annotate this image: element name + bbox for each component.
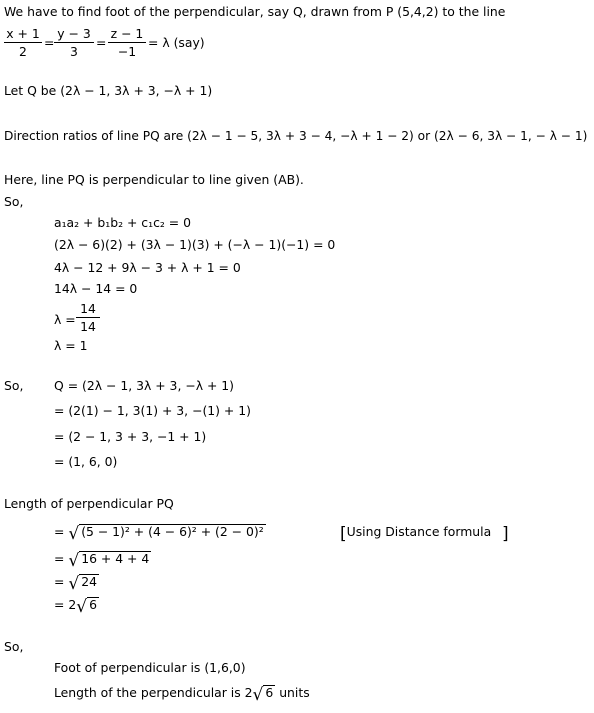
length-result-post: units xyxy=(275,685,310,700)
q-line: = (1, 6, 0) xyxy=(54,454,118,469)
sqrt-line xyxy=(54,574,99,594)
fraction-z xyxy=(108,28,146,59)
lambda-value: λ = 1 xyxy=(54,338,88,353)
lambda-say: = λ (say) xyxy=(148,35,205,50)
fraction-y xyxy=(54,28,94,59)
lambda-fraction xyxy=(76,303,100,334)
lambda-lhs: λ = xyxy=(54,312,76,327)
length-result xyxy=(54,685,310,705)
equals-sign: = xyxy=(44,35,55,50)
sqrt-icon: √ xyxy=(68,524,80,544)
so-label: So, xyxy=(4,639,24,654)
length-result-pre: Length of the perpendicular is 2 xyxy=(54,685,253,700)
sqrt-line xyxy=(54,524,266,544)
fraction-y-den: 3 xyxy=(70,44,78,60)
sqrt-prefix: = xyxy=(54,524,65,539)
condition-line: a₁a₂ + b₁b₂ + c₁c₂ = 0 xyxy=(54,215,192,230)
foot-result: Foot of perpendicular is (1,6,0) xyxy=(54,660,246,675)
radicand: 24 xyxy=(81,574,97,589)
radicand: 16 + 4 + 4 xyxy=(81,551,150,566)
fraction-y-num: y − 3 xyxy=(54,28,94,43)
sqrt-icon: √ xyxy=(76,597,88,617)
lambda-den: 14 xyxy=(80,319,96,335)
q-line: = (2 − 1, 3 + 3, −1 + 1) xyxy=(54,429,207,444)
equals-sign: = xyxy=(96,35,107,50)
lambda-num: 14 xyxy=(76,303,100,318)
radicand: 6 xyxy=(89,597,97,612)
length-radicand: 6 xyxy=(265,685,274,700)
step-line: 14λ − 14 = 0 xyxy=(54,281,138,296)
step-line: (2λ − 6)(2) + (3λ − 1)(3) + (−λ − 1)(−1) = 0 xyxy=(54,237,336,252)
sqrt-prefix: = 2 xyxy=(54,597,77,612)
step-line: 4λ − 12 + 9λ − 3 + λ + 1 = 0 xyxy=(54,260,241,275)
length-title: Length of perpendicular PQ xyxy=(4,496,174,511)
sqrt-icon: √ xyxy=(252,685,264,705)
so-label: So, xyxy=(4,194,24,209)
sqrt-icon: √ xyxy=(68,574,80,594)
fraction-z-den: −1 xyxy=(117,44,137,60)
distance-note-text: Using Distance formula xyxy=(346,524,492,539)
q-line: = (2(1) − 1, 3(1) + 3, −(1) + 1) xyxy=(54,403,251,418)
perpendicular-statement: Here, line PQ is perpendicular to line given (AB). xyxy=(4,172,304,187)
fraction-x-num: x + 1 xyxy=(4,28,42,43)
sqrt-line xyxy=(54,597,99,617)
sqrt-icon: √ xyxy=(68,551,80,571)
radicand: (5 − 1)² + (4 − 6)² + (2 − 0)² xyxy=(81,524,264,539)
sqrt-prefix: = xyxy=(54,551,65,566)
sqrt-prefix: = xyxy=(54,574,65,589)
so-label: So, xyxy=(4,378,24,393)
let-q-line: Let Q be (2λ − 1, 3λ + 3, −λ + 1) xyxy=(4,83,213,98)
sqrt-line xyxy=(54,551,151,571)
q-line: Q = (2λ − 1, 3λ + 3, −λ + 1) xyxy=(54,378,235,393)
fraction-z-num: z − 1 xyxy=(108,28,146,43)
direction-ratios-line: Direction ratios of line PQ are (2λ − 1 − 5, 3λ + 3 − 4, −λ + 1 − 2) or (2λ − 6, 3λ − 1, − λ − 1) xyxy=(4,129,588,143)
fraction-x-den: 2 xyxy=(19,44,27,60)
distance-note: [Using Distance formula ] xyxy=(340,524,509,544)
fraction-x xyxy=(4,28,42,59)
intro-line: We have to find foot of the perpendicular, say Q, drawn from P (5,4,2) to the line xyxy=(4,4,506,19)
